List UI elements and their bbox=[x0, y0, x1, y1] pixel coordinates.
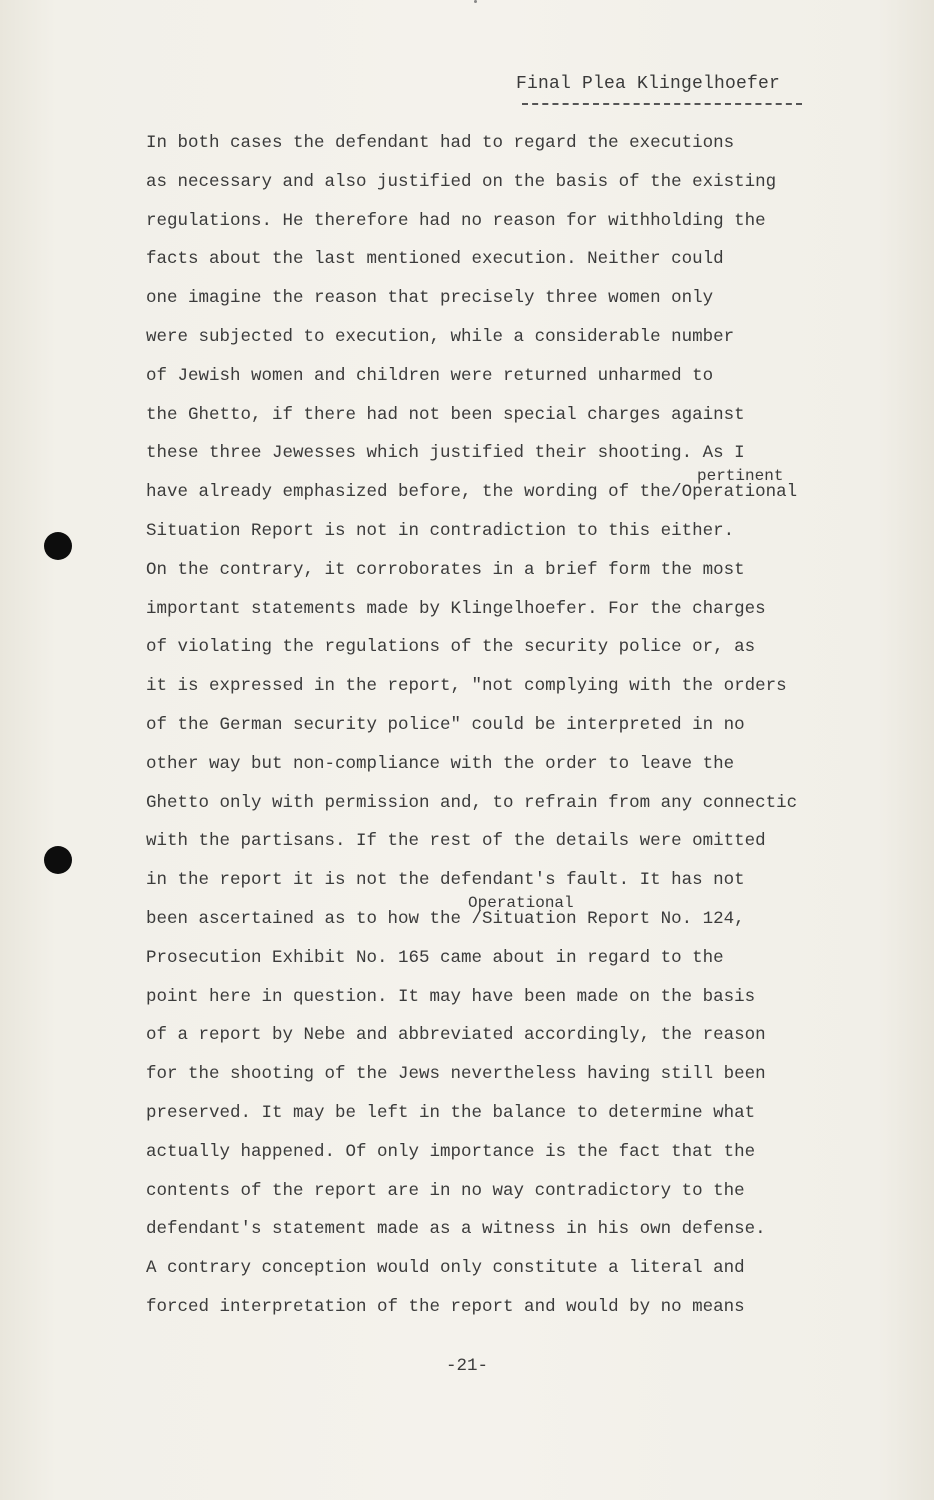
text-line: of a report by Nebe and abbreviated accordingly, the reason bbox=[146, 1025, 766, 1046]
text-line: of violating the regulations of the security police or, as bbox=[146, 637, 756, 658]
handwritten-insertion-pertinent: pertinent bbox=[697, 467, 784, 486]
text-line: A contrary conception would only constitute a literal and bbox=[146, 1258, 745, 1279]
punch-hole-top bbox=[44, 532, 72, 560]
document-header-title: Final Plea Klingelhoefer bbox=[516, 74, 781, 94]
handwritten-insertion-operational: Operational bbox=[468, 893, 574, 912]
text-line: point here in question. It may have been made on the basis bbox=[146, 986, 756, 1007]
text-line: important statements made by Klingelhoefer. For the charges bbox=[146, 598, 766, 619]
text-line: as necessary and also justified on the basis of the existing bbox=[146, 171, 777, 192]
text-line: in the report it is not the defendant's fault. It has not bbox=[146, 870, 745, 891]
text-line: pertinent have already emphasized before, the wording of the/Operational bbox=[146, 473, 886, 512]
punch-hole-bottom bbox=[44, 846, 72, 874]
text-line: actually happened. Of only importance is the fact that the bbox=[146, 1141, 756, 1162]
text-line: Ghetto only with permission and, to refrain from any connectic bbox=[146, 792, 798, 813]
text-line: preserved. It may be left in the balance to determine what bbox=[146, 1102, 756, 1123]
document-body bbox=[146, 124, 886, 1327]
text-line: On the contrary, it corroborates in a brief form the most bbox=[146, 559, 745, 580]
text-line: forced interpretation of the report and would by no means bbox=[146, 1296, 745, 1317]
text-line: Situation Report is not in contradiction to this either. bbox=[146, 520, 735, 541]
text-line: facts about the last mentioned execution. Neither could bbox=[146, 249, 724, 270]
text-line: defendant's statement made as a witness in his own defense. bbox=[146, 1219, 766, 1240]
text-line: these three Jewesses which justified their shooting. As I bbox=[146, 443, 745, 464]
text-line: of the German security police" could be interpreted in no bbox=[146, 714, 745, 735]
text-line: contents of the report are in no way contradictory to the bbox=[146, 1180, 745, 1201]
text-line: the Ghetto, if there had not been special charges against bbox=[146, 404, 745, 425]
text-line: Operational been ascertained as to how the /Situation Report No. 124, bbox=[146, 900, 886, 939]
header-underline bbox=[522, 103, 802, 105]
paper-speck bbox=[474, 0, 477, 3]
text-line: regulations. He therefore had no reason for withholding the bbox=[146, 210, 766, 231]
text-line: with the partisans. If the rest of the details were omitted bbox=[146, 831, 766, 852]
text-line: In both cases the defendant had to regard the executions bbox=[146, 133, 735, 153]
text-line: Prosecution Exhibit No. 165 came about in regard to the bbox=[146, 947, 724, 968]
text-line: other way but non-compliance with the order to leave the bbox=[146, 753, 735, 774]
text-line: were subjected to execution, while a considerable number bbox=[146, 326, 735, 347]
text-line: it is expressed in the report, "not complying with the orders bbox=[146, 676, 787, 697]
text-line: of Jewish women and children were returned unharmed to bbox=[146, 365, 714, 386]
text-line: one imagine the reason that precisely three women only bbox=[146, 288, 714, 309]
text-line: for the shooting of the Jews nevertheless having still been bbox=[146, 1064, 766, 1085]
page-number: -21- bbox=[445, 1356, 488, 1376]
